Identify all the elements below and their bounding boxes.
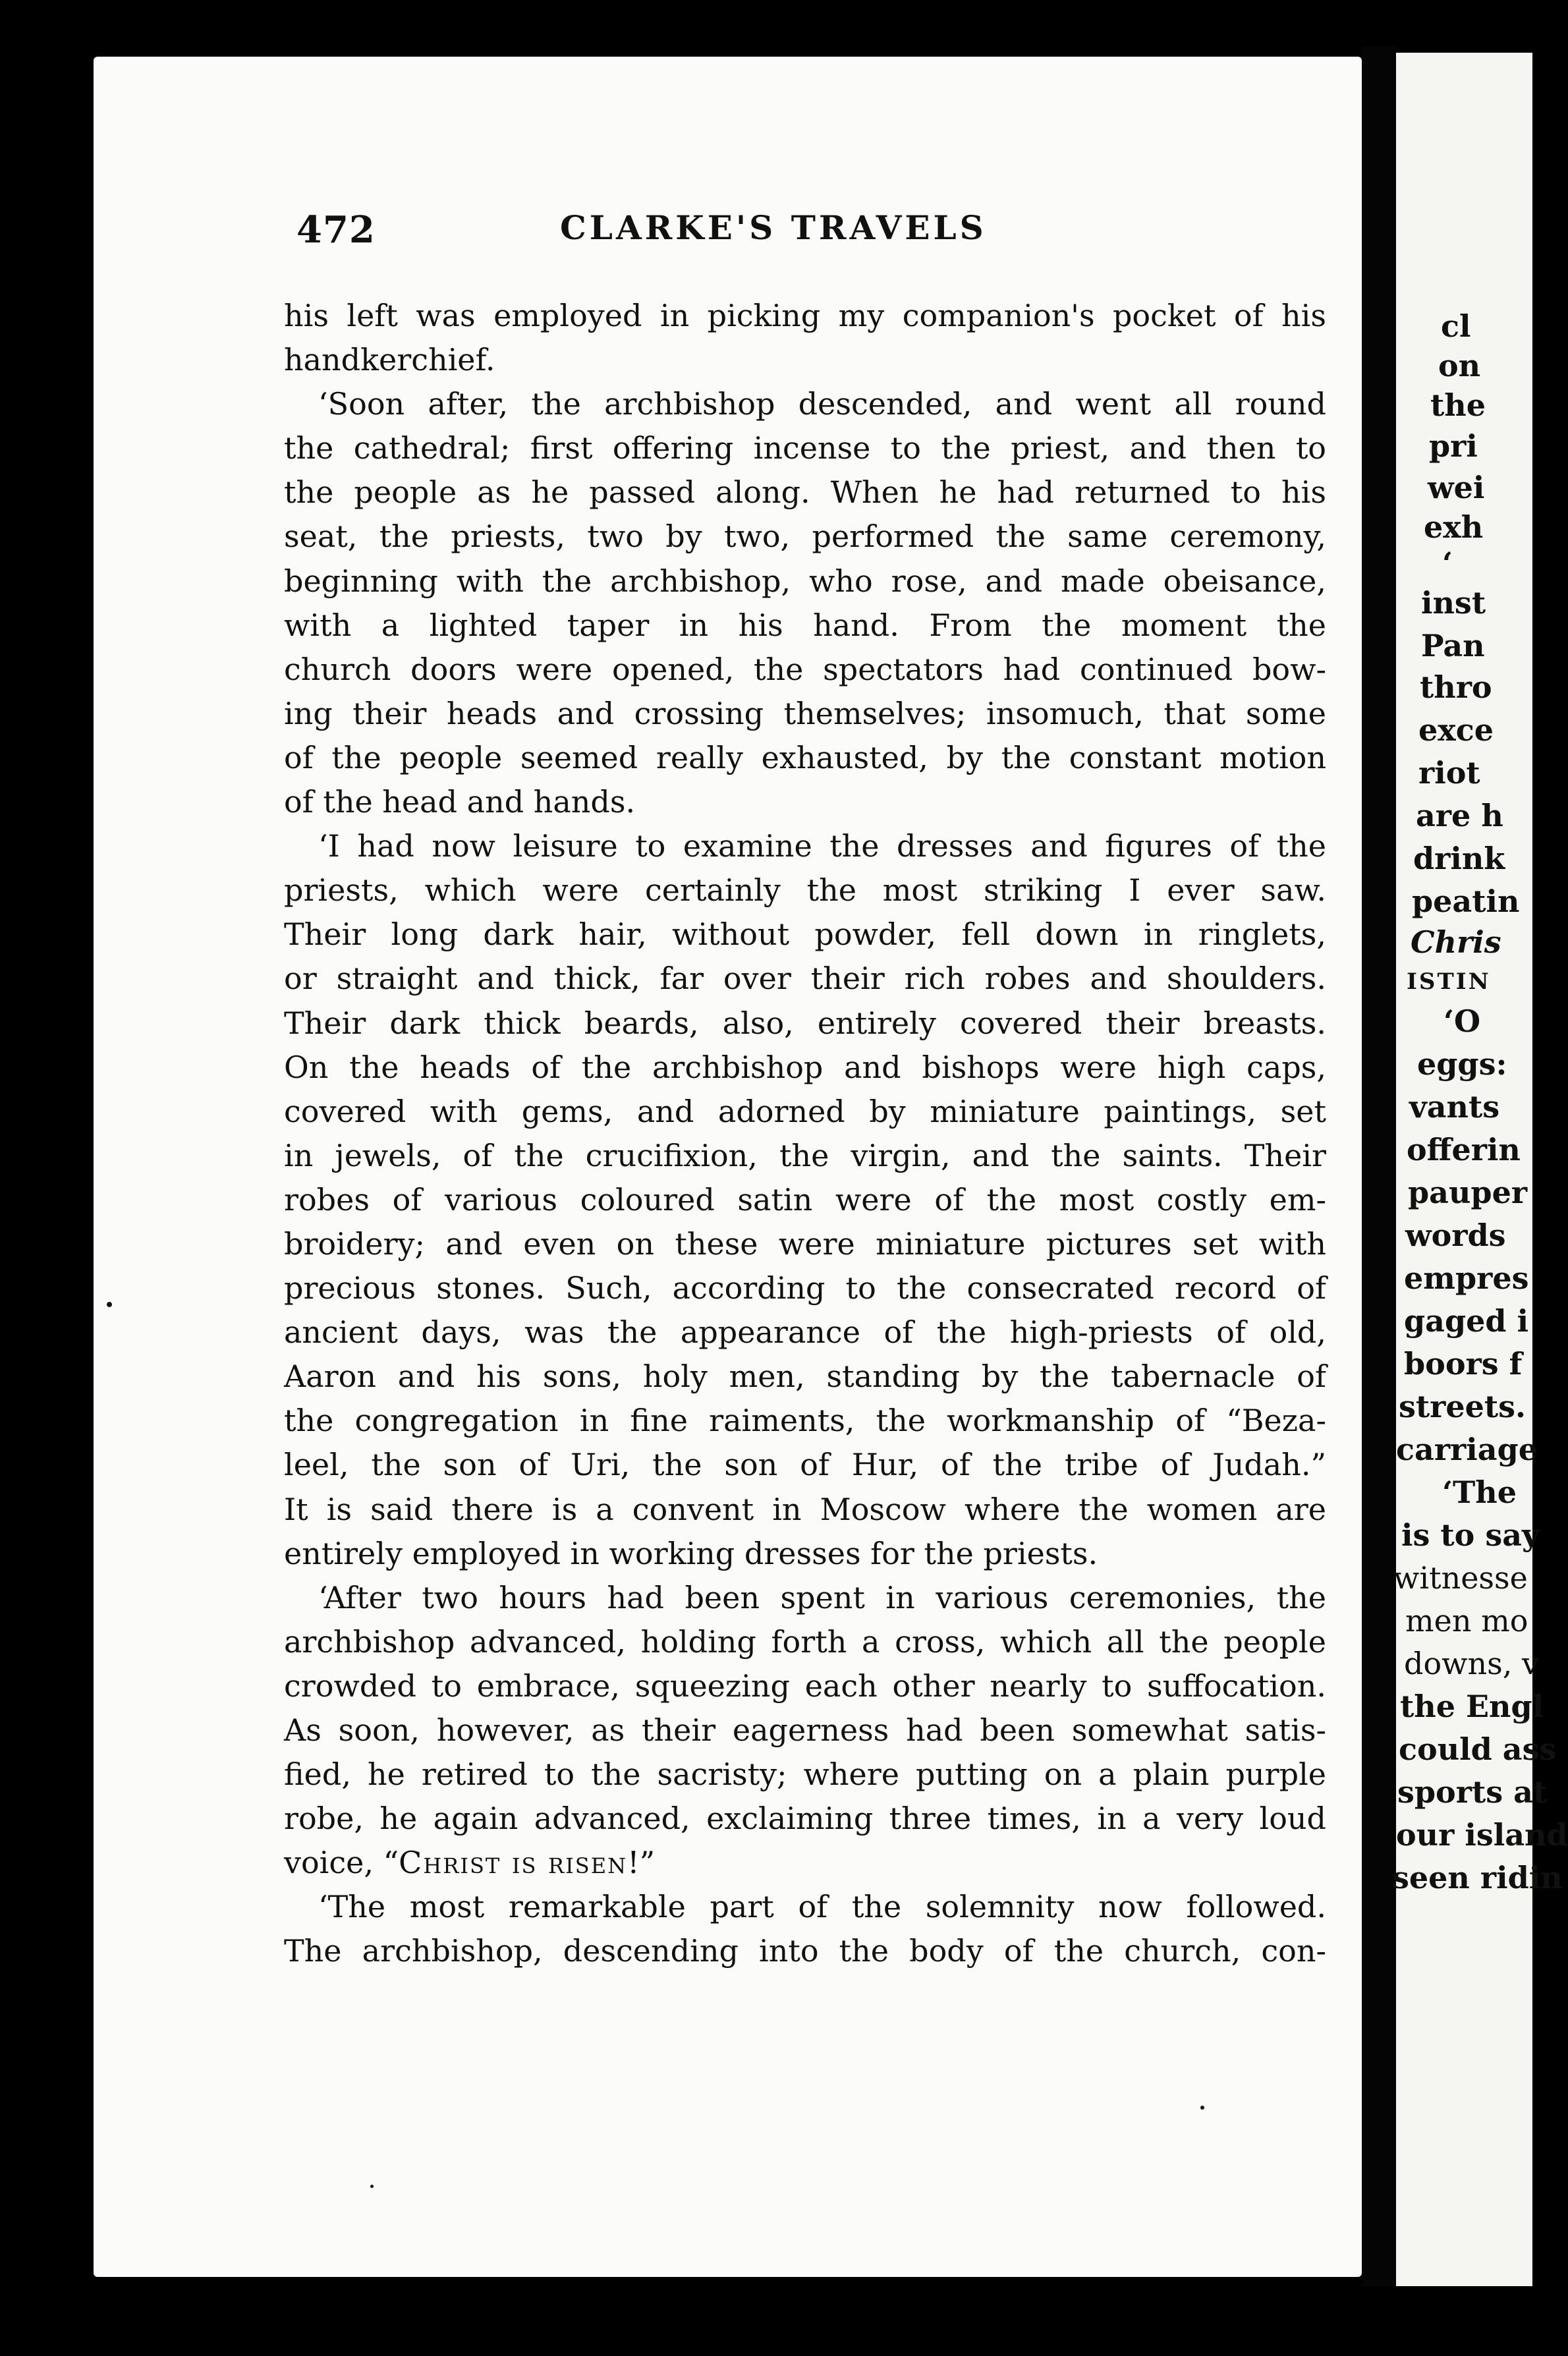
right-line: the xyxy=(1430,387,1486,423)
page-number: 472 xyxy=(296,208,376,252)
text-line: Their dark thick beards, also, entirely covered their breasts. xyxy=(284,1005,1326,1041)
right-line: ‘O xyxy=(1443,1003,1481,1039)
right-line: peatin xyxy=(1412,883,1520,919)
text-line: beginning with the archbishop, who rose, and made obeisance, xyxy=(284,563,1326,599)
right-line: exh xyxy=(1424,509,1484,545)
text-line: robes of various coloured satin were of the most costly em- xyxy=(284,1181,1326,1218)
text-line: On the heads of the archbishop and bishops were high caps, xyxy=(284,1049,1326,1085)
right-line: on xyxy=(1438,348,1481,383)
right-page-fragment xyxy=(1392,53,1568,2286)
right-line: words xyxy=(1405,1218,1506,1253)
text-line: Their long dark hair, without powder, fell down in ringlets, xyxy=(284,916,1326,953)
text-line: fied, he retired to the sacristy; where putting on a plain purple xyxy=(284,1756,1326,1793)
running-head xyxy=(94,208,1362,274)
right-line: carriage xyxy=(1396,1432,1538,1467)
text-line: the people as he passed along. When he had returned to his xyxy=(284,474,1326,511)
right-line: eggs: xyxy=(1417,1046,1507,1082)
text-line: with a lighted taper in his hand. From the moment the xyxy=(284,607,1326,643)
text-line: It is said there is a convent in Moscow where the women are xyxy=(284,1491,1326,1527)
right-line: are h xyxy=(1416,798,1503,833)
text-line: or straight and thick, far over their rich robes and shoulders. xyxy=(284,961,1326,997)
right-line: our island xyxy=(1396,1817,1568,1853)
right-line: thro xyxy=(1420,669,1492,705)
text-line: covered with gems, and adorned by miniature paintings, set xyxy=(284,1093,1326,1129)
text-line: ‘After two hours had been spent in various ceremonies, the xyxy=(318,1579,1326,1615)
text-line: ‘Soon after, the archbishop descended, and went all round xyxy=(318,386,1326,422)
right-line: seen ridin xyxy=(1392,1860,1563,1895)
text-line: robe, he again advanced, exclaiming three times, in a very loud xyxy=(284,1801,1326,1837)
right-line: could ass xyxy=(1399,1731,1557,1767)
right-line: offerin xyxy=(1407,1132,1521,1167)
right-line: Chris xyxy=(1411,924,1501,960)
smallcaps-phrase: Christ is risen xyxy=(399,1845,628,1881)
body-text xyxy=(284,294,1326,1974)
text-line: crowded to embrace, squeezing each other nearly to suffocation. xyxy=(284,1668,1326,1704)
text-line: the cathedral; first offering incense to the priest, and then to xyxy=(284,430,1326,466)
quote-lead: voice, “ xyxy=(284,1845,399,1881)
text-line: precious stones. Such, according to the consecrated record of xyxy=(284,1270,1326,1306)
scan-speck xyxy=(107,1302,112,1307)
right-line: the Engl xyxy=(1400,1689,1544,1724)
text-line-quote xyxy=(284,1841,1326,1885)
right-line: exce xyxy=(1418,712,1494,748)
right-line: cl xyxy=(1441,308,1471,344)
quote-close: !” xyxy=(627,1845,656,1881)
scan-speck xyxy=(1200,2106,1204,2110)
right-line: pri xyxy=(1429,428,1478,464)
right-line: ‘ xyxy=(1442,546,1453,581)
text-line: ‘The most remarkable part of the solemnity now followed. xyxy=(318,1889,1326,1925)
text-line: his left was employed in picking my companion's pocket of his xyxy=(284,298,1326,333)
text-line: of the head and hands. xyxy=(284,784,636,820)
text-line: The archbishop, descending into the body of the church, con- xyxy=(284,1933,1326,1969)
right-line: riot xyxy=(1418,755,1480,791)
text-line: ancient days, was the appearance of the high-priests of old, xyxy=(284,1314,1326,1351)
page-gutter xyxy=(1362,46,1396,2286)
text-line: of the people seemed really exhausted, by the constant motion xyxy=(284,739,1326,775)
right-line: gaged i xyxy=(1404,1303,1529,1339)
text-line: seat, the priests, two by two, performed the same ceremony, xyxy=(284,519,1326,555)
right-line: Pan xyxy=(1421,628,1485,663)
text-line: priests, which were certainly the most striking I ever saw. xyxy=(284,872,1326,909)
right-line: witnesse xyxy=(1393,1560,1528,1596)
right-line: vants xyxy=(1409,1089,1500,1125)
right-line: men mo xyxy=(1405,1603,1528,1639)
text-line: ing their heads and crossing themselves; insomuch, that some xyxy=(284,695,1326,731)
page-title: CLARKE'S TRAVELS xyxy=(560,208,987,247)
text-line: ‘I had now leisure to examine the dresses and figures of the xyxy=(318,828,1326,864)
text-line: archbishop advanced, holding forth a cross, which all the people xyxy=(284,1623,1326,1660)
scan-speck xyxy=(370,2185,374,2188)
text-line: leel, the son of Uri, the son of Hur, of the tribe of Judah.” xyxy=(284,1447,1326,1483)
right-line: pauper xyxy=(1408,1175,1528,1210)
text-line: the congregation in fine raiments, the workmanship of “Beza- xyxy=(284,1403,1326,1439)
right-line: is to say xyxy=(1401,1517,1540,1553)
right-line: drink xyxy=(1413,841,1505,876)
left-page xyxy=(94,57,1362,2277)
text-line: entirely employed in working dresses for the priests. xyxy=(284,1535,1098,1571)
right-line: streets. xyxy=(1399,1389,1526,1424)
right-line: ‘The xyxy=(1442,1474,1517,1510)
right-line: boors f xyxy=(1404,1346,1523,1382)
text-line: in jewels, of the crucifixion, the virgin, and the saints. Their xyxy=(284,1137,1326,1173)
text-line: church doors were opened, the spectators had continued bow- xyxy=(284,651,1326,687)
right-line: wei xyxy=(1428,470,1485,505)
text-line: handkerchief. xyxy=(284,342,495,378)
right-line: downs, v xyxy=(1404,1646,1539,1681)
right-line: empres xyxy=(1404,1260,1529,1296)
text-line: Aaron and his sons, holy men, standing by the tabernacle of xyxy=(284,1359,1326,1395)
text-line: broidery; and even on these were miniature pictures set with xyxy=(284,1225,1326,1262)
right-line: sports at xyxy=(1397,1774,1548,1810)
right-line: ISTIN xyxy=(1407,968,1491,995)
text-line: As soon, however, as their eagerness had been somewhat satis- xyxy=(284,1712,1326,1748)
right-line: inst xyxy=(1421,585,1486,621)
